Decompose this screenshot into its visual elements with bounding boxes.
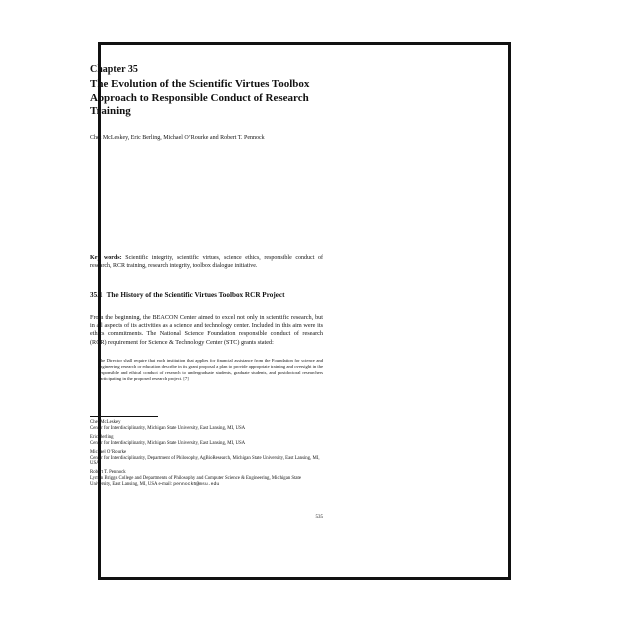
email-address: pennock5@msu.edu bbox=[173, 482, 220, 488]
affiliation-text-body: Lyman Briggs College and Departments of Philosophy and Computer Science & Engineering, Michigan State University, East Lansing, MI, USA e-mail: bbox=[90, 476, 302, 488]
chapter-title-line-2: Approach to Responsible Conduct of Research bbox=[90, 91, 309, 104]
page-content bbox=[90, 64, 323, 520]
affiliation-item bbox=[90, 470, 323, 488]
page-number: 535 bbox=[315, 515, 323, 520]
block-quote: The Director shall require that each institution that applies for financial assistance from the Foundation for science and engineering research or education describe in its grant proposal a plan to provide appropriate training and oversight in the responsible and ethical conduct of research to undergraduate students, graduate students, and postdoctoral researchers participating in the proposed research project. [7] bbox=[98, 358, 323, 381]
body-paragraph: From the beginning, the BEACON Center aimed to excel not only in scientific research, but in all aspects of its activities as a science and technology center. Included in this aim were its ethics commitments. The National Science Foundation responsible conduct of research (RCR) requirement for Science & Technology Center (STC) grants stated: bbox=[90, 314, 323, 346]
footnote-divider bbox=[90, 416, 158, 417]
affiliation-text: Center for Interdisciplinarity, Michigan State University, East Lansing, MI, USA bbox=[90, 425, 246, 431]
keywords-text: Scientific integrity, scientific virtues, science ethics, responsible conduct of research, RCR training, research integrity, toolbox dialogue initiative. bbox=[90, 255, 323, 269]
chapter-label: Chapter 35 bbox=[90, 64, 138, 75]
affiliation-name: Eric Berling bbox=[90, 434, 114, 440]
section-number: 35.1 bbox=[90, 291, 103, 299]
section-title: The History of the Scientific Virtues Toolbox RCR Project bbox=[106, 291, 285, 299]
affiliation-item bbox=[90, 420, 323, 432]
chapter-title-line-1: The Evolution of the Scientific Virtues Toolbox bbox=[90, 78, 310, 90]
chapter-title bbox=[90, 78, 323, 119]
keywords-block bbox=[90, 254, 323, 270]
affiliation-name: Michael O’Rourke bbox=[90, 449, 127, 455]
affiliation-text: Center for Interdisciplinarity, Department of Philosophy, AgBioResearch, Michigan State University, East Lansing, MI, USA bbox=[90, 455, 320, 467]
affiliation-text bbox=[90, 476, 323, 488]
author-list: Chet McLeskey, Eric Berling, Michael O’Rourke and Robert T. Pennock bbox=[90, 134, 265, 141]
affiliation-item bbox=[90, 450, 323, 468]
chapter-title-line-3: Training bbox=[90, 105, 131, 117]
section-heading bbox=[90, 291, 323, 300]
affiliation-item bbox=[90, 435, 323, 447]
affiliation-text: Center for Interdisciplinarity, Michigan State University, East Lansing, MI, USA bbox=[90, 440, 246, 446]
affiliation-name: Chet McLeskey bbox=[90, 420, 121, 425]
affiliations-list bbox=[90, 420, 323, 491]
affiliation-name: Robert T. Pennock bbox=[90, 470, 126, 476]
keywords-label: Key words: bbox=[90, 255, 122, 261]
